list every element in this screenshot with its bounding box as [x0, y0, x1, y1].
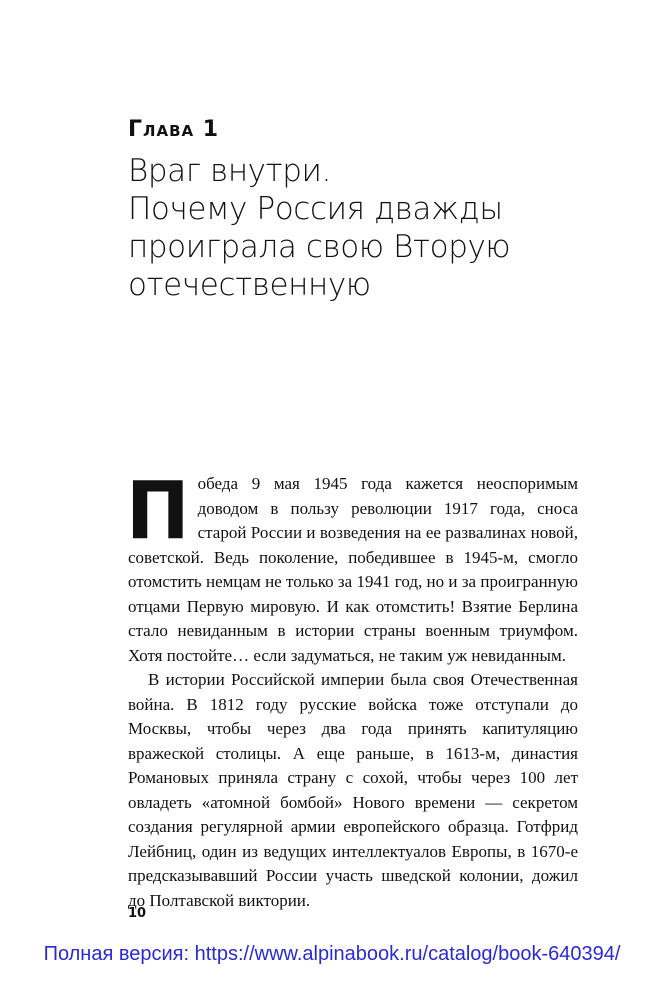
chapter-title-line: отечественную	[128, 267, 371, 303]
page-number: 10	[128, 906, 147, 921]
paragraph-1-text: обеда 9 мая 1945 года кажется неоспоримым доводом в пользу революции 1917 года, сноса старой России и возведения на ее развалинах новой, советской. Ведь поколение, победившее в 1945-м, смогло отомстить немцам не только за 1941 год, но и за проигранную отцами Первую мировую. И как отомстить! Взятие Берлина стало невиданным в истории страны военным триумфом. Хотя постойте… если задуматься, не таким уж невиданным.	[128, 474, 578, 665]
full-version-link-text[interactable]: Полная версия: https://www.alpinabook.ru/catalog/book-640394/	[43, 943, 621, 965]
full-version-link[interactable]	[0, 942, 664, 966]
body-text	[126, 463, 578, 913]
paragraph-2: В истории Российской империи была своя Отечественная война. В 1812 году русские войска тоже отступали до Москвы, чтобы через два года принять капитуляцию вражеской столицы. А еще раньше, в 1613-м, династия Романовых приняла страну с сохой, чтобы через 100 лет овладеть «атомной бомбой» Нового времени — секретом создания регулярной армии европейского образца. Готфрид Лейбниц, один из ведущих интеллектуалов Европы, в 1670-е предсказывавший России участь шведской колонии, дожил до Полтавской виктории.	[128, 670, 578, 910]
paragraph-1	[126, 463, 578, 668]
chapter-title-line: Враг внутри.	[128, 153, 331, 189]
chapter-title	[128, 152, 598, 304]
drop-cap: П	[126, 463, 190, 557]
chapter-title-line: Почему Россия дважды	[128, 191, 503, 227]
chapter-title-line: проиграла свою Вторую	[128, 229, 511, 265]
chapter-label: Глава 1	[128, 117, 220, 142]
